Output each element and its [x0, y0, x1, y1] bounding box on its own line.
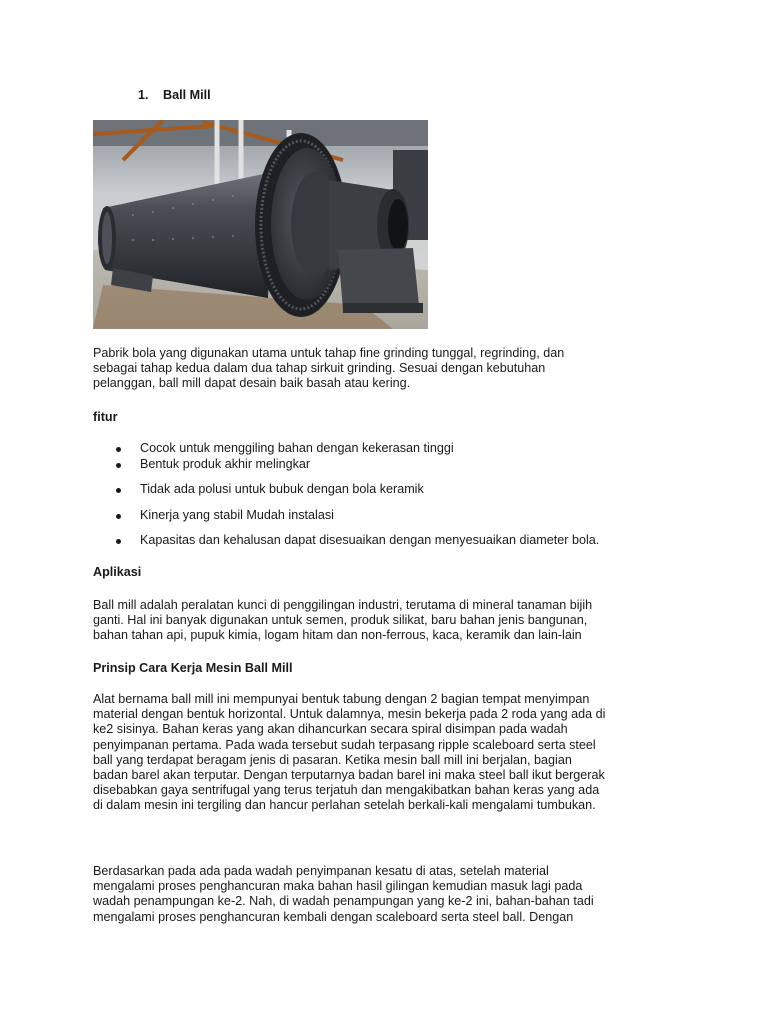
prinsip-line: ball yang terdapat beragam jenis di pasaran. Ketika mesin ball mill ini berjalan, bagian [93, 752, 572, 767]
prinsip-line: material dengan bentuk horizontal. Untuk dalamnya, mesin bekerja pada 2 roda yang ada di [93, 707, 606, 722]
heading-title: Ball Mill [163, 88, 211, 102]
prinsip-line: ke2 sisinya. Bahan keras yang akan dihancurkan secara spiral disimpan pada wadah [93, 722, 568, 737]
aplikasi-heading: Aplikasi [93, 565, 142, 579]
ball-mill-photo [93, 120, 428, 329]
aplikasi-line: bahan tahan api, pupuk kimia, logam hitam dan non-ferrous, kaca, keramik dan lain-lain [93, 628, 582, 643]
fitur-heading: fitur [93, 410, 118, 424]
bullet-icon [116, 539, 121, 544]
aplikasi-paragraph [93, 598, 683, 644]
prinsip-line: Alat bernama ball mill ini mempunyai bentuk tabung dengan 2 bagian tempat menyimpan [93, 692, 590, 706]
prinsip-line: badan barel akan terputar. Dengan terputarnya badan barel ini maka steel ball ikut bergerak [93, 768, 605, 783]
prinsip-line: disebabkan gaya sentrifugal yang terus terjatuh dan mengakibatkan bahan keras yang ada [93, 783, 600, 798]
prinsip-line: di dalam mesin ini tergiling dan hancur perlahan setelah berkali-kali mengalami tumbukan. [93, 798, 596, 813]
lanjutan-line: Berdasarkan pada ada pada wadah penyimpanan kesatu di atas, setelah material [93, 864, 549, 878]
lanjutan-paragraph [93, 864, 683, 925]
lanjutan-line: mengalami proses penghancuran kembali dengan scaleboard serta steel ball. Dengan [93, 909, 574, 924]
heading-number: 1. [138, 88, 149, 102]
aplikasi-line: ganti. Hal ini banyak digunakan untuk semen, produk silikat, baru bahan jenis bangunan, [93, 613, 588, 628]
aplikasi-line: Ball mill adalah peralatan kunci di penggilingan industri, terutama di mineral tanaman bijih [93, 598, 593, 612]
list-item-text: Cocok untuk menggiling bahan dengan kekerasan tinggi [140, 441, 454, 455]
section-heading [138, 88, 211, 102]
lanjutan-line: mengalami proses penghancuran maka bahan hasil gilingan kemudian masuk lagi pada [93, 879, 583, 894]
list-item-text: Kapasitas dan kehalusan dapat disesuaikan dengan menyesuaikan diameter bola. [140, 533, 600, 547]
list-item-text: Kinerja yang stabil Mudah instalasi [140, 508, 334, 522]
prinsip-paragraph [93, 692, 683, 814]
intro-line: pelanggan, ball mill dapat desain baik basah atau kering. [93, 376, 411, 391]
prinsip-line: penyimpanan pertama. Pada wada tersebut sudah terpasang ripple scaleboard serta steel [93, 737, 596, 752]
intro-paragraph [93, 346, 683, 392]
list-item-text: Bentuk produk akhir melingkar [140, 457, 311, 471]
bullet-icon [116, 488, 121, 493]
bullet-icon [116, 514, 121, 519]
bullet-icon [116, 463, 121, 468]
list-item-text: Tidak ada polusi untuk bubuk dengan bola keramik [140, 482, 424, 496]
intro-line: sebagai tahap kedua dalam dua tahap sirkuit grinding. Sesuai dengan kebutuhan [93, 361, 546, 376]
intro-line: Pabrik bola yang digunakan utama untuk tahap fine grinding tunggal, regrinding, dan [93, 346, 565, 360]
prinsip-heading: Prinsip Cara Kerja Mesin Ball Mill [93, 661, 293, 675]
bullet-icon [116, 447, 121, 452]
lanjutan-line: wadah penampungan ke-2. Nah, di wadah penampungan yang ke-2 ini, bahan-bahan tadi [93, 894, 594, 909]
